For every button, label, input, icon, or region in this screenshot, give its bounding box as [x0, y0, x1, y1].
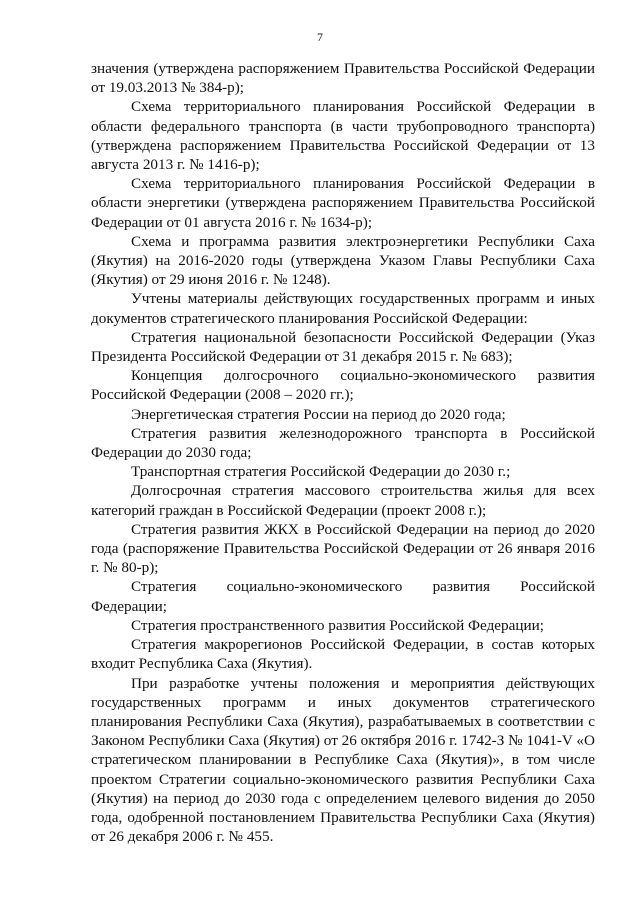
paragraph-9: Стратегия развития железнодорожного транспорта в Российской Федерации до 2030 года; — [91, 424, 595, 462]
paragraph-6: Стратегия национальной безопасности Российской Федерации (Указ Президента Российской Федерации от 31 декабря 2015 г. № 683); — [91, 328, 595, 366]
paragraph-2: Схема территориального планирования Российской Федерации в области федерального транспорта (в части трубопроводного транспорта) (утверждена распоряжением Правительства Российской Федерации от 13 августа 2013 г. № 1416-р); — [91, 98, 595, 174]
paragraph-3: Схема территориального планирования Российской Федерации в области энергетики (утверждена распоряжением Правительства Российской Федерации от 01 августа 2016 г. № 1634-р); — [91, 175, 595, 231]
paragraph-14: Стратегия пространственного развития Российской Федерации; — [131, 616, 544, 634]
paragraph-7: Концепция долгосрочного социально-экономического развития Российской Федерации (2008 – 2020 гг.); — [91, 367, 595, 404]
page-number: 7 — [317, 30, 323, 44]
paragraph-8: Энергетическая стратегия России на период до 2020 года; — [131, 405, 506, 423]
paragraph-16: При разработке учтены положения и мероприятия действующих государственных программ и иных документов стратегического планирования Республики Саха (Якутия), разрабатываемых в соответствии с Законом Республики Саха (Якутия) от 26 октября 2016 г. 1742-З № 1041-V «О стратегическом планировании в Республике Саха (Якутия)», в том числе проектом Стратегии социально-экономического развития Республики Саха (Якутия) на период до 2030 года с определением целевого видения до 2050 года, одобренной постановлением Правительства Республики Саха (Якутия) от 26 декабря 2006 г. № 455. — [91, 674, 595, 846]
paragraph-1: значения (утверждена распоряжением Правительства Российской Федерации от 19.03.2013 № 384-р); — [91, 60, 595, 97]
paragraph-5: Учтены материалы действующих государственных программ и иных документов стратегического планирования Российской Федерации: — [91, 290, 595, 327]
document-body — [91, 59, 595, 846]
paragraph-12: Стратегия развития ЖКХ в Российской Федерации на период до 2020 года (распоряжение Правительства Российской Федерации от 26 января 2016 г. № 80-р); — [91, 520, 595, 577]
paragraph-10: Транспортная стратегия Российской Федерации до 2030 г.; — [131, 463, 511, 481]
paragraph-4: Схема и программа развития электроэнергетики Республики Саха (Якутия) на 2016-2020 годы (утверждена Указом Главы Республики Саха (Якутия) от 29 июня 2016 г. № 1248). — [91, 232, 595, 289]
paragraph-11: Долгосрочная стратегия массового строительства жилья для всех категорий граждан в Российской Федерации (проект 2008 г.); — [91, 482, 595, 519]
paragraph-15: Стратегия макрорегионов Российской Федерации, в состав которых входит Республика Саха (Якутия). — [91, 636, 595, 673]
paragraph-13: Стратегия социально-экономического развития Российской Федерации; — [91, 578, 595, 615]
